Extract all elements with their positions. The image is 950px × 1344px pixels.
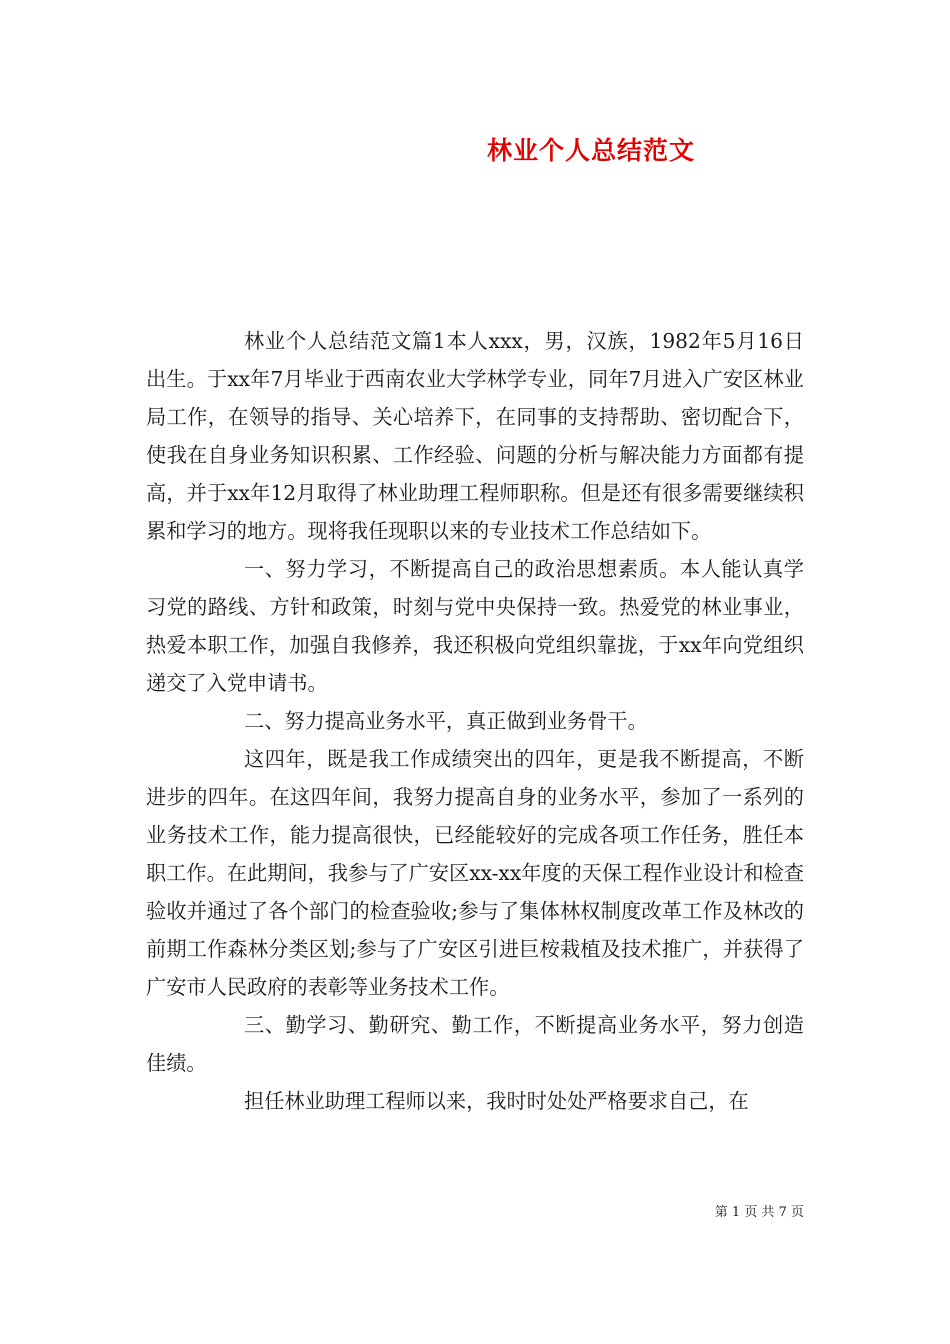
paragraph-4: 这四年，既是我工作成绩突出的四年，更是我不断提高，不断进步的四年。在这四年间，我努力提高自身的业务水平，参加了一系列的业务技术工作，能力提高很快，已经能较好的完成各项工作任务，胜任本职工作。在此期间，我参与了广安区xx-xx年度的天保工程作业设计和检查验收并通过了各个部门的检查验收;参与了集体林权制度改革工作及林改的前期工作森林分类区划;参与了广安区引进巨桉栽植及技术推广，并获得了广安市人民政府的表彰等业务技术工作。 [146, 747, 804, 999]
paragraph-2: 一、努力学习，不断提高自己的政治思想素质。本人能认真学习党的路线、方针和政策，时刻与党中央保持一致。热爱党的林业事业，热爱本职工作，加强自我修养，我还积极向党组织靠拢，于xx年向党组织递交了入党申请书。 [146, 557, 804, 695]
document-title: 林业个人总结范文 [487, 136, 696, 165]
document-body [146, 322, 804, 1120]
page-number-footer: 第 1 页 共 7 页 [714, 1205, 804, 1220]
paragraph-1: 林业个人总结范文篇1本人xxx，男，汉族，1982年5月16日出生。于xx年7月毕业于西南农业大学林学专业，同年7月进入广安区林业局工作，在领导的指导、关心培养下，在同事的支持帮助、密切配合下，使我在自身业务知识积累、工作经验、问题的分析与解决能力方面都有提高，并于xx年12月取得了林业助理工程师职称。但是还有很多需要继续积累和学习的地方。现将我任现职以来的专业技术工作总结如下。 [146, 329, 804, 543]
paragraph-5: 三、勤学习、勤研究、勤工作，不断提高业务水平，努力创造佳绩。 [146, 1013, 804, 1075]
paragraph-6: 担任林业助理工程师以来，我时时处处严格要求自己，在 [244, 1089, 749, 1113]
paragraph-3: 二、努力提高业务水平，真正做到业务骨干。 [244, 709, 648, 733]
